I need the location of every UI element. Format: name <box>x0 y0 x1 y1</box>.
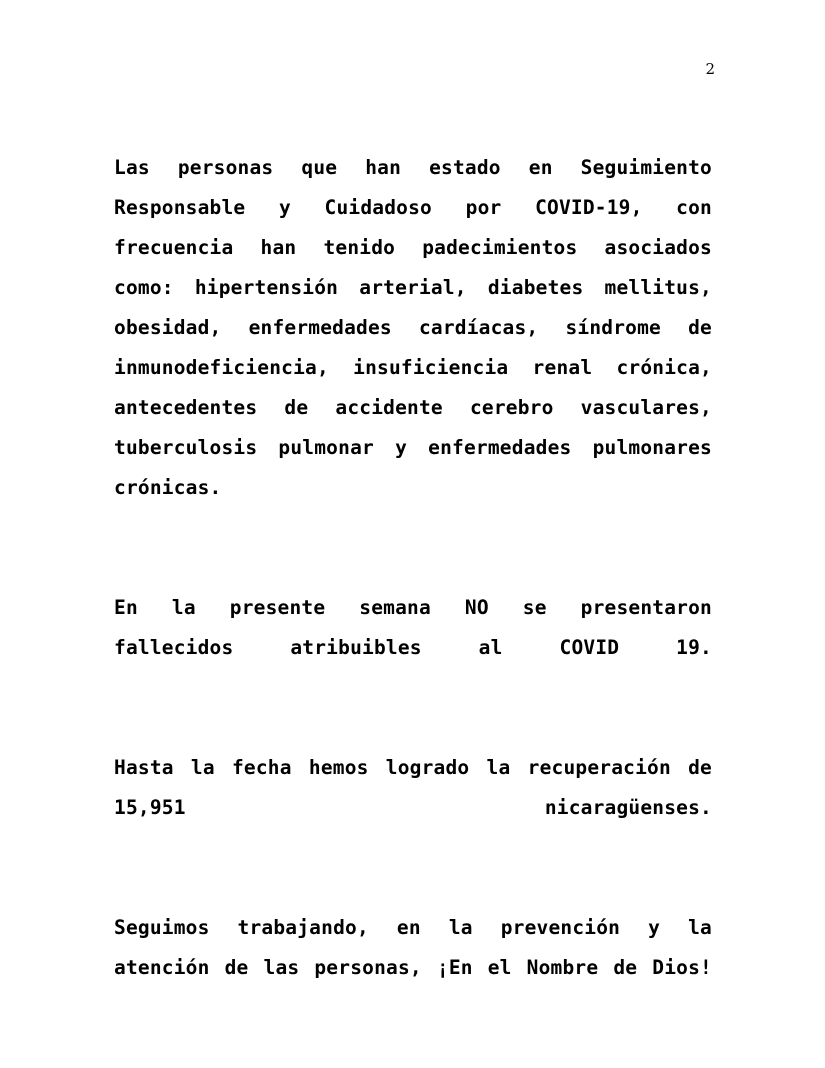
paragraph: En la presente semana NO se presentaron fallecidos atribuibles al COVID 19. <box>114 596 712 659</box>
paragraph: Las personas que han estado en Seguimiento Responsable y Cuidadoso por COVID-19, con frecuencia han tenido padecimientos asociados como: hipertensión arterial, diabetes mellitus, obesidad, enfermedades cardíacas, síndrome de inmunodeficiencia, insuficiencia renal crónica, antecedentes de accidente cerebro vasculares, tuberculosis pulmonar y enfermedades pulmonares crónicas. <box>114 156 712 499</box>
document-body <box>114 148 712 1028</box>
paragraph: Seguimos trabajando, en la prevención y la atención de las personas, ¡En el Nombre de Dios! <box>114 916 712 979</box>
page-number: 2 <box>705 60 715 78</box>
paragraph: Hasta la fecha hemos logrado la recuperación de 15,951 nicaragüenses. <box>114 756 712 819</box>
